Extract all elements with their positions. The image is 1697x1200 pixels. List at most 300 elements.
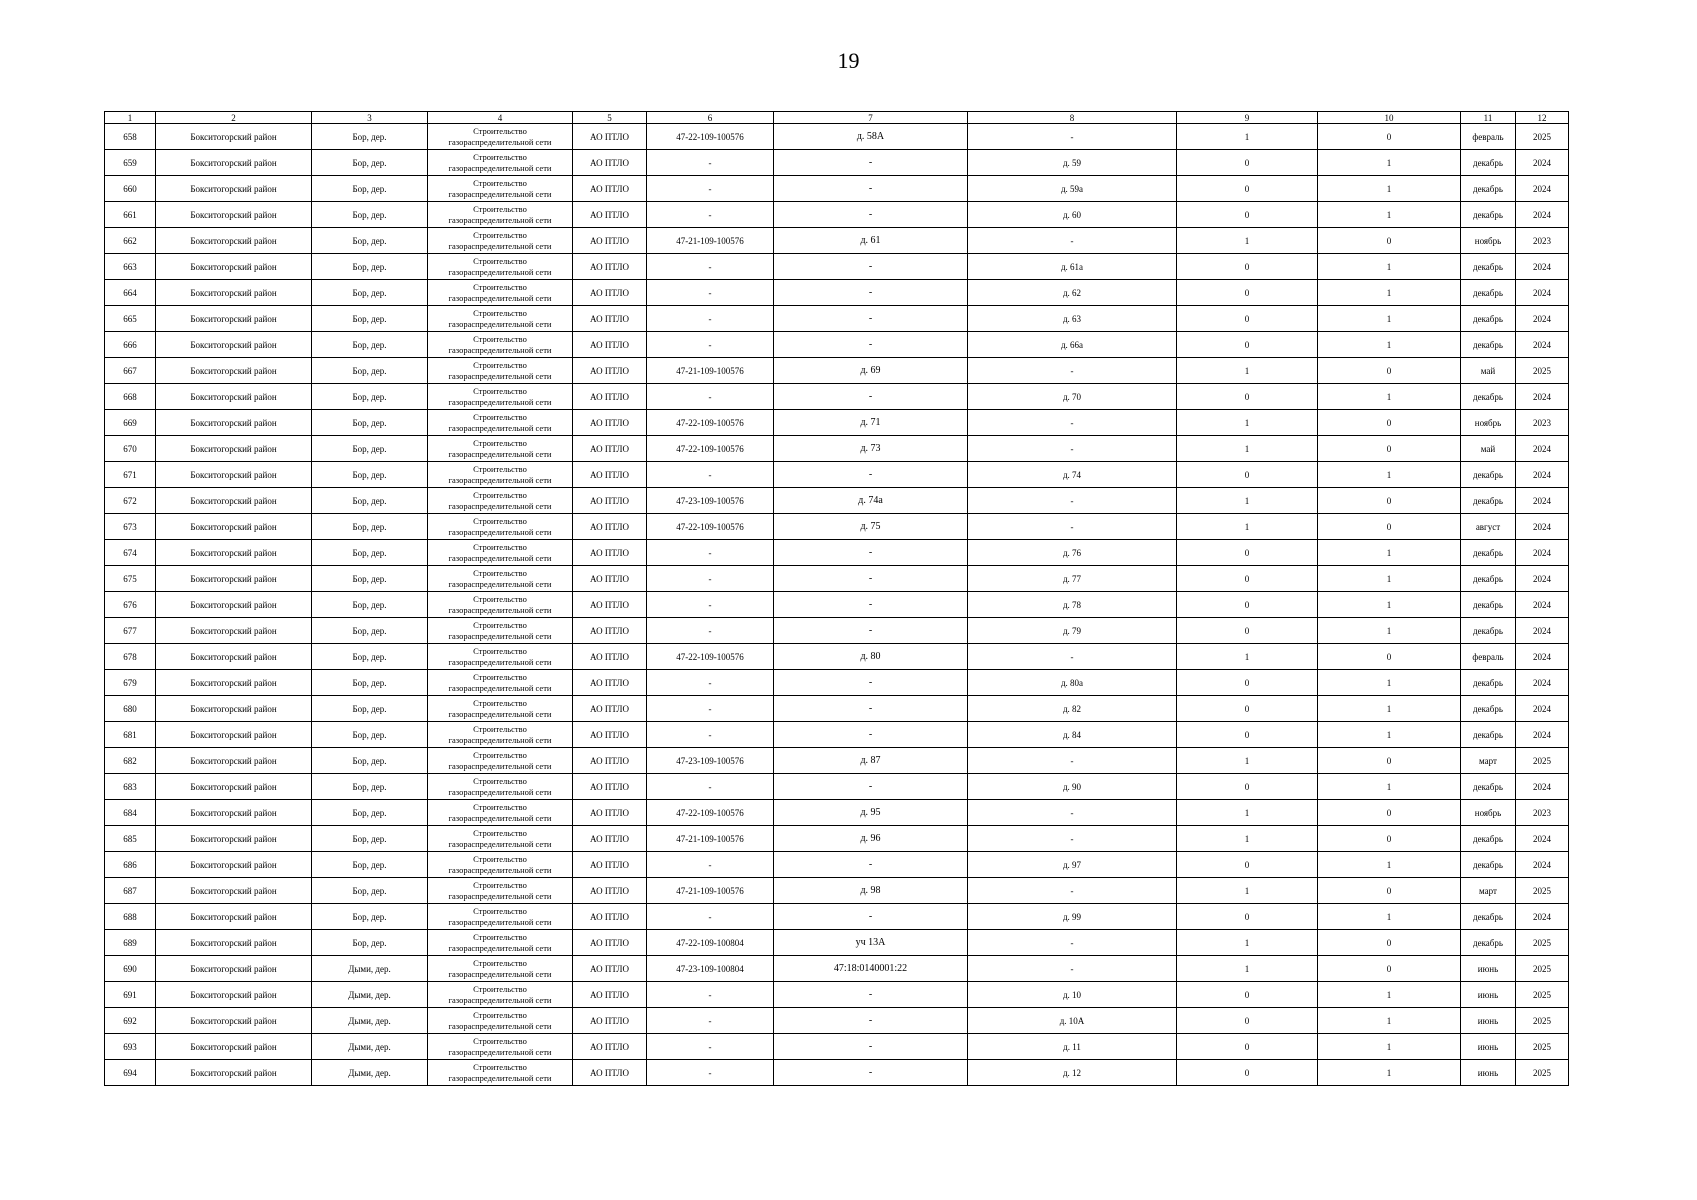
cell-year: 2025 (1516, 358, 1569, 384)
cell-month: декабрь (1461, 930, 1516, 956)
cell-value-col-9: 0 (1177, 670, 1318, 696)
cell-address: - (968, 930, 1177, 956)
table-row (105, 280, 1569, 306)
cell-work-type: Строительство газораспределительной сети (428, 566, 573, 592)
cell-row-number: 668 (105, 384, 156, 410)
cell-permit-number: - (647, 462, 774, 488)
cell-value-col-10: 1 (1318, 670, 1461, 696)
cell-organization: АО ПТЛО (573, 1060, 647, 1086)
cell-settlement: Бор, дер. (312, 852, 428, 878)
cell-value-col-9: 0 (1177, 618, 1318, 644)
cell-value-col-10: 1 (1318, 306, 1461, 332)
cell-value-col-9: 1 (1177, 358, 1318, 384)
cell-object-address: д. 74а (774, 488, 968, 514)
cell-permit-number: - (647, 722, 774, 748)
cell-district: Бокситогорский район (156, 410, 312, 436)
cell-district: Бокситогорский район (156, 514, 312, 540)
cell-settlement: Бор, дер. (312, 462, 428, 488)
cell-district: Бокситогорский район (156, 722, 312, 748)
cell-permit-number: 47-22-109-100576 (647, 436, 774, 462)
cell-organization: АО ПТЛО (573, 436, 647, 462)
cell-organization: АО ПТЛО (573, 670, 647, 696)
cell-month: декабрь (1461, 618, 1516, 644)
cell-row-number: 660 (105, 176, 156, 202)
cell-organization: АО ПТЛО (573, 124, 647, 150)
cell-address: д. 61а (968, 254, 1177, 280)
cell-object-address: 47:18:0140001:22 (774, 956, 968, 982)
table-row (105, 124, 1569, 150)
column-header-3: 3 (312, 112, 428, 124)
cell-month: декабрь (1461, 722, 1516, 748)
cell-organization: АО ПТЛО (573, 514, 647, 540)
column-header-10: 10 (1318, 112, 1461, 124)
cell-object-address: д. 69 (774, 358, 968, 384)
cell-work-type: Строительство газораспределительной сети (428, 956, 573, 982)
cell-year: 2024 (1516, 904, 1569, 930)
cell-work-type: Строительство газораспределительной сети (428, 722, 573, 748)
cell-address: - (968, 124, 1177, 150)
cell-district: Бокситогорский район (156, 358, 312, 384)
cell-organization: АО ПТЛО (573, 826, 647, 852)
cell-year: 2023 (1516, 228, 1569, 254)
cell-row-number: 658 (105, 124, 156, 150)
cell-district: Бокситогорский район (156, 1034, 312, 1060)
cell-work-type: Строительство газораспределительной сети (428, 488, 573, 514)
cell-address: д. 76 (968, 540, 1177, 566)
cell-year: 2024 (1516, 280, 1569, 306)
cell-value-col-10: 0 (1318, 956, 1461, 982)
cell-address: д. 80а (968, 670, 1177, 696)
cell-settlement: Дыми, дер. (312, 1060, 428, 1086)
table-row (105, 410, 1569, 436)
cell-row-number: 684 (105, 800, 156, 826)
cell-organization: АО ПТЛО (573, 618, 647, 644)
cell-organization: АО ПТЛО (573, 410, 647, 436)
cell-district: Бокситогорский район (156, 670, 312, 696)
cell-value-col-10: 1 (1318, 1060, 1461, 1086)
cell-year: 2024 (1516, 202, 1569, 228)
cell-permit-number: 47-21-109-100576 (647, 228, 774, 254)
cell-settlement: Дыми, дер. (312, 982, 428, 1008)
cell-value-col-10: 0 (1318, 436, 1461, 462)
cell-district: Бокситогорский район (156, 1060, 312, 1086)
cell-month: декабрь (1461, 150, 1516, 176)
cell-month: июнь (1461, 1060, 1516, 1086)
table-row (105, 488, 1569, 514)
cell-permit-number: - (647, 982, 774, 1008)
cell-permit-number: - (647, 566, 774, 592)
cell-month: август (1461, 514, 1516, 540)
table-row (105, 800, 1569, 826)
cell-work-type: Строительство газораспределительной сети (428, 202, 573, 228)
table-row (105, 878, 1569, 904)
cell-permit-number: 47-21-109-100576 (647, 826, 774, 852)
cell-month: декабрь (1461, 852, 1516, 878)
cell-value-col-9: 0 (1177, 384, 1318, 410)
cell-permit-number: 47-23-109-100576 (647, 488, 774, 514)
cell-value-col-10: 1 (1318, 150, 1461, 176)
cell-permit-number: - (647, 254, 774, 280)
cell-value-col-10: 1 (1318, 540, 1461, 566)
cell-permit-number: - (647, 592, 774, 618)
cell-row-number: 676 (105, 592, 156, 618)
cell-settlement: Бор, дер. (312, 488, 428, 514)
table-row (105, 774, 1569, 800)
cell-object-address: - (774, 332, 968, 358)
cell-permit-number: - (647, 618, 774, 644)
cell-permit-number: - (647, 1008, 774, 1034)
cell-organization: АО ПТЛО (573, 488, 647, 514)
cell-address: - (968, 800, 1177, 826)
cell-permit-number: - (647, 904, 774, 930)
cell-value-col-9: 0 (1177, 540, 1318, 566)
cell-year: 2025 (1516, 124, 1569, 150)
cell-settlement: Бор, дер. (312, 202, 428, 228)
cell-value-col-10: 1 (1318, 852, 1461, 878)
cell-address: - (968, 228, 1177, 254)
cell-settlement: Бор, дер. (312, 306, 428, 332)
cell-settlement: Бор, дер. (312, 228, 428, 254)
cell-object-address: д. 95 (774, 800, 968, 826)
table-row (105, 1034, 1569, 1060)
cell-year: 2024 (1516, 696, 1569, 722)
cell-row-number: 687 (105, 878, 156, 904)
cell-row-number: 683 (105, 774, 156, 800)
cell-month: июнь (1461, 1034, 1516, 1060)
cell-settlement: Бор, дер. (312, 566, 428, 592)
cell-address: д. 78 (968, 592, 1177, 618)
cell-organization: АО ПТЛО (573, 254, 647, 280)
cell-permit-number: - (647, 774, 774, 800)
cell-object-address: - (774, 150, 968, 176)
cell-organization: АО ПТЛО (573, 644, 647, 670)
cell-row-number: 688 (105, 904, 156, 930)
cell-organization: АО ПТЛО (573, 982, 647, 1008)
cell-value-col-10: 0 (1318, 358, 1461, 384)
cell-district: Бокситогорский район (156, 800, 312, 826)
cell-month: декабрь (1461, 488, 1516, 514)
cell-year: 2024 (1516, 774, 1569, 800)
cell-year: 2024 (1516, 670, 1569, 696)
table-row (105, 306, 1569, 332)
cell-work-type: Строительство газораспределительной сети (428, 748, 573, 774)
table-body (105, 124, 1569, 1086)
cell-month: март (1461, 748, 1516, 774)
cell-year: 2024 (1516, 254, 1569, 280)
cell-permit-number: - (647, 280, 774, 306)
cell-work-type: Строительство газораспределительной сети (428, 176, 573, 202)
cell-year: 2025 (1516, 982, 1569, 1008)
cell-object-address: - (774, 384, 968, 410)
cell-month: декабрь (1461, 696, 1516, 722)
cell-district: Бокситогорский район (156, 228, 312, 254)
column-header-6: 6 (647, 112, 774, 124)
cell-address: - (968, 358, 1177, 384)
cell-district: Бокситогорский район (156, 488, 312, 514)
table-row (105, 904, 1569, 930)
cell-object-address: д. 80 (774, 644, 968, 670)
cell-month: ноябрь (1461, 800, 1516, 826)
cell-organization: АО ПТЛО (573, 696, 647, 722)
table-row (105, 202, 1569, 228)
cell-work-type: Строительство газораспределительной сети (428, 670, 573, 696)
cell-row-number: 665 (105, 306, 156, 332)
cell-district: Бокситогорский район (156, 566, 312, 592)
cell-permit-number: 47-22-109-100576 (647, 514, 774, 540)
cell-year: 2025 (1516, 878, 1569, 904)
cell-district: Бокситогорский район (156, 852, 312, 878)
cell-object-address: - (774, 852, 968, 878)
cell-settlement: Бор, дер. (312, 748, 428, 774)
cell-organization: АО ПТЛО (573, 592, 647, 618)
cell-month: декабрь (1461, 254, 1516, 280)
cell-district: Бокситогорский район (156, 1008, 312, 1034)
cell-value-col-10: 1 (1318, 566, 1461, 592)
cell-value-col-10: 1 (1318, 722, 1461, 748)
cell-work-type: Строительство газораспределительной сети (428, 1008, 573, 1034)
cell-value-col-10: 1 (1318, 904, 1461, 930)
cell-object-address: - (774, 904, 968, 930)
cell-settlement: Бор, дер. (312, 696, 428, 722)
cell-permit-number: 47-22-109-100804 (647, 930, 774, 956)
cell-work-type: Строительство газораспределительной сети (428, 1034, 573, 1060)
cell-settlement: Дыми, дер. (312, 1034, 428, 1060)
cell-value-col-10: 1 (1318, 982, 1461, 1008)
cell-district: Бокситогорский район (156, 306, 312, 332)
cell-permit-number: 47-22-109-100576 (647, 800, 774, 826)
cell-row-number: 686 (105, 852, 156, 878)
cell-organization: АО ПТЛО (573, 202, 647, 228)
table-row (105, 670, 1569, 696)
table-row (105, 514, 1569, 540)
cell-object-address: д. 61 (774, 228, 968, 254)
cell-address: - (968, 878, 1177, 904)
cell-work-type: Строительство газораспределительной сети (428, 254, 573, 280)
column-header-7: 7 (774, 112, 968, 124)
cell-month: декабрь (1461, 670, 1516, 696)
cell-organization: АО ПТЛО (573, 176, 647, 202)
column-header-8: 8 (968, 112, 1177, 124)
cell-settlement: Бор, дер. (312, 878, 428, 904)
cell-work-type: Строительство газораспределительной сети (428, 384, 573, 410)
cell-value-col-10: 1 (1318, 332, 1461, 358)
cell-value-col-10: 1 (1318, 1034, 1461, 1060)
column-header-4: 4 (428, 112, 573, 124)
cell-value-col-10: 0 (1318, 488, 1461, 514)
cell-work-type: Строительство газораспределительной сети (428, 852, 573, 878)
cell-work-type: Строительство газораспределительной сети (428, 800, 573, 826)
cell-year: 2024 (1516, 826, 1569, 852)
cell-object-address: - (774, 774, 968, 800)
cell-settlement: Дыми, дер. (312, 956, 428, 982)
cell-value-col-10: 0 (1318, 878, 1461, 904)
cell-district: Бокситогорский район (156, 176, 312, 202)
cell-month: май (1461, 358, 1516, 384)
cell-value-col-10: 0 (1318, 930, 1461, 956)
cell-address: д. 97 (968, 852, 1177, 878)
cell-work-type: Строительство газораспределительной сети (428, 618, 573, 644)
cell-object-address: д. 73 (774, 436, 968, 462)
table-row (105, 176, 1569, 202)
cell-row-number: 672 (105, 488, 156, 514)
cell-settlement: Бор, дер. (312, 384, 428, 410)
cell-work-type: Строительство газораспределительной сети (428, 930, 573, 956)
cell-row-number: 678 (105, 644, 156, 670)
table-row (105, 696, 1569, 722)
cell-address: д. 84 (968, 722, 1177, 748)
cell-work-type: Строительство газораспределительной сети (428, 436, 573, 462)
cell-value-col-9: 0 (1177, 904, 1318, 930)
cell-object-address: - (774, 1034, 968, 1060)
cell-address: - (968, 436, 1177, 462)
cell-settlement: Бор, дер. (312, 124, 428, 150)
cell-district: Бокситогорский район (156, 618, 312, 644)
cell-organization: АО ПТЛО (573, 774, 647, 800)
cell-organization: АО ПТЛО (573, 384, 647, 410)
cell-district: Бокситогорский район (156, 774, 312, 800)
cell-row-number: 693 (105, 1034, 156, 1060)
cell-permit-number: - (647, 670, 774, 696)
cell-organization: АО ПТЛО (573, 748, 647, 774)
cell-settlement: Бор, дер. (312, 254, 428, 280)
cell-organization: АО ПТЛО (573, 358, 647, 384)
cell-month: ноябрь (1461, 228, 1516, 254)
cell-district: Бокситогорский район (156, 930, 312, 956)
column-header-1: 1 (105, 112, 156, 124)
cell-district: Бокситогорский район (156, 280, 312, 306)
cell-settlement: Бор, дер. (312, 904, 428, 930)
cell-month: декабрь (1461, 826, 1516, 852)
cell-work-type: Строительство газораспределительной сети (428, 826, 573, 852)
cell-settlement: Бор, дер. (312, 150, 428, 176)
cell-value-col-10: 1 (1318, 618, 1461, 644)
cell-year: 2024 (1516, 306, 1569, 332)
cell-work-type: Строительство газораспределительной сети (428, 124, 573, 150)
cell-organization: АО ПТЛО (573, 280, 647, 306)
cell-work-type: Строительство газораспределительной сети (428, 280, 573, 306)
cell-row-number: 669 (105, 410, 156, 436)
cell-district: Бокситогорский район (156, 748, 312, 774)
cell-row-number: 674 (105, 540, 156, 566)
cell-organization: АО ПТЛО (573, 930, 647, 956)
cell-value-col-9: 0 (1177, 1060, 1318, 1086)
cell-row-number: 662 (105, 228, 156, 254)
table-row (105, 1008, 1569, 1034)
cell-object-address: - (774, 982, 968, 1008)
cell-district: Бокситогорский район (156, 592, 312, 618)
cell-object-address: - (774, 254, 968, 280)
cell-work-type: Строительство газораспределительной сети (428, 540, 573, 566)
table-row (105, 462, 1569, 488)
cell-value-col-10: 1 (1318, 592, 1461, 618)
cell-address: д. 66а (968, 332, 1177, 358)
cell-permit-number: - (647, 1034, 774, 1060)
table-row (105, 150, 1569, 176)
cell-address: д. 70 (968, 384, 1177, 410)
cell-address: д. 62 (968, 280, 1177, 306)
cell-settlement: Бор, дер. (312, 618, 428, 644)
cell-value-col-9: 0 (1177, 176, 1318, 202)
cell-row-number: 677 (105, 618, 156, 644)
cell-row-number: 675 (105, 566, 156, 592)
cell-address: - (968, 644, 1177, 670)
cell-address: д. 12 (968, 1060, 1177, 1086)
cell-year: 2025 (1516, 930, 1569, 956)
cell-row-number: 680 (105, 696, 156, 722)
cell-value-col-9: 0 (1177, 1034, 1318, 1060)
cell-row-number: 666 (105, 332, 156, 358)
cell-year: 2024 (1516, 332, 1569, 358)
cell-organization: АО ПТЛО (573, 1034, 647, 1060)
cell-object-address: - (774, 1060, 968, 1086)
cell-value-col-10: 0 (1318, 410, 1461, 436)
cell-object-address: - (774, 722, 968, 748)
cell-year: 2023 (1516, 800, 1569, 826)
cell-value-col-9: 0 (1177, 696, 1318, 722)
cell-district: Бокситогорский район (156, 462, 312, 488)
cell-value-col-10: 1 (1318, 696, 1461, 722)
cell-settlement: Бор, дер. (312, 436, 428, 462)
cell-row-number: 681 (105, 722, 156, 748)
table-row (105, 254, 1569, 280)
cell-district: Бокситогорский район (156, 124, 312, 150)
cell-permit-number: 47-21-109-100576 (647, 878, 774, 904)
cell-value-col-9: 1 (1177, 124, 1318, 150)
cell-month: декабрь (1461, 566, 1516, 592)
cell-object-address: - (774, 306, 968, 332)
cell-year: 2024 (1516, 150, 1569, 176)
cell-row-number: 685 (105, 826, 156, 852)
cell-district: Бокситогорский район (156, 982, 312, 1008)
cell-month: декабрь (1461, 306, 1516, 332)
cell-organization: АО ПТЛО (573, 956, 647, 982)
cell-year: 2025 (1516, 748, 1569, 774)
cell-value-col-9: 0 (1177, 202, 1318, 228)
cell-value-col-9: 0 (1177, 592, 1318, 618)
cell-permit-number: - (647, 332, 774, 358)
cell-object-address: - (774, 696, 968, 722)
cell-row-number: 661 (105, 202, 156, 228)
cell-address: - (968, 514, 1177, 540)
cell-year: 2023 (1516, 410, 1569, 436)
cell-value-col-9: 1 (1177, 514, 1318, 540)
cell-address: д. 82 (968, 696, 1177, 722)
table-row (105, 982, 1569, 1008)
cell-year: 2025 (1516, 1034, 1569, 1060)
cell-address: д. 77 (968, 566, 1177, 592)
cell-object-address: - (774, 592, 968, 618)
cell-settlement: Бор, дер. (312, 176, 428, 202)
cell-address: д. 60 (968, 202, 1177, 228)
cell-organization: АО ПТЛО (573, 306, 647, 332)
cell-object-address: - (774, 566, 968, 592)
cell-value-col-9: 1 (1177, 930, 1318, 956)
column-header-5: 5 (573, 112, 647, 124)
cell-value-col-10: 0 (1318, 826, 1461, 852)
cell-year: 2024 (1516, 566, 1569, 592)
cell-district: Бокситогорский район (156, 956, 312, 982)
cell-settlement: Бор, дер. (312, 800, 428, 826)
cell-address: д. 99 (968, 904, 1177, 930)
cell-work-type: Строительство газораспределительной сети (428, 878, 573, 904)
cell-month: декабрь (1461, 280, 1516, 306)
cell-organization: АО ПТЛО (573, 332, 647, 358)
cell-permit-number: - (647, 202, 774, 228)
cell-month: декабрь (1461, 332, 1516, 358)
cell-address: - (968, 956, 1177, 982)
table-row (105, 748, 1569, 774)
cell-year: 2024 (1516, 176, 1569, 202)
